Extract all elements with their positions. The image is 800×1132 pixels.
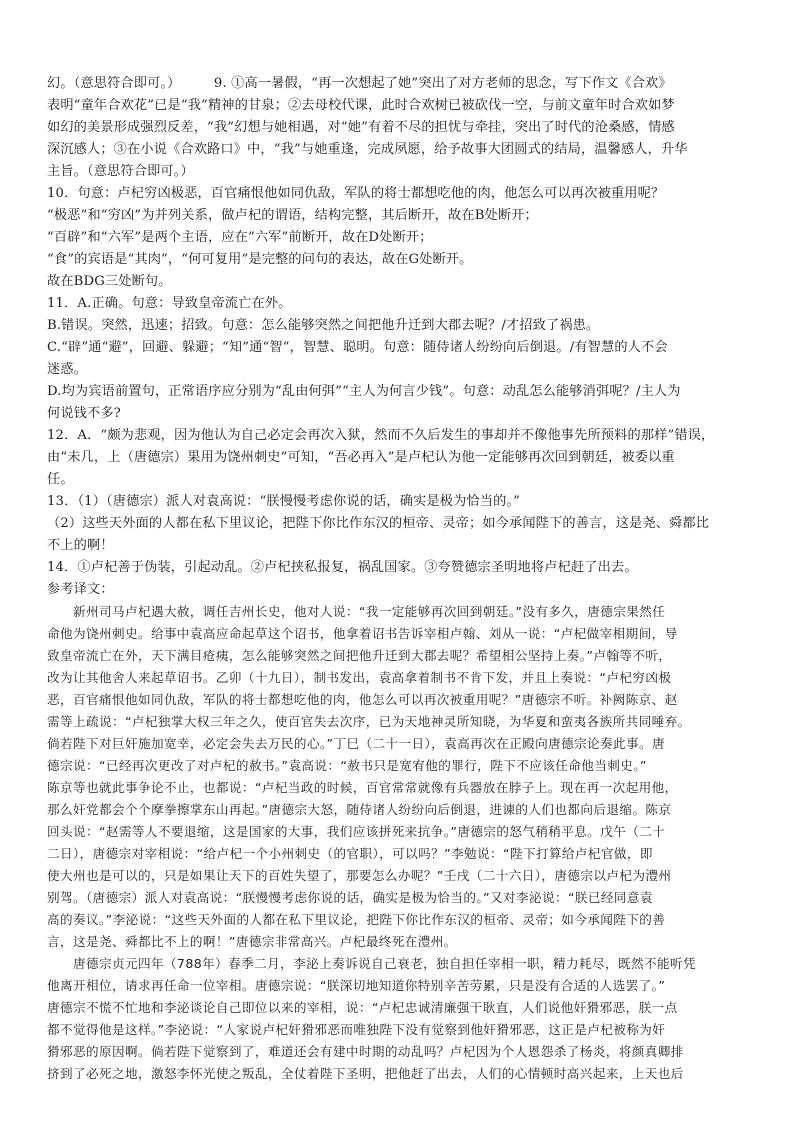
translation-line: 那么奸党都会个个摩拳擦掌东山再起。”唐德宗大怒，随侍诸人纷纷向后倒退，进谏的人们也都向后退缩。陈京 — [47, 802, 672, 817]
translation-heading: 参考译文： — [47, 582, 114, 597]
translation-line: 唐德宗贞元四年（788年）春季二月，李泌上奏诉说自己衰老，独自担任宰相一职，精力耗尽，既然不能听凭 — [47, 956, 696, 971]
translation-line: 陈京等也就此事争论不止，也都说：“卢杞当政的时候，百官常常就像有兵器放在脖子上。现在再一次起用他， — [47, 780, 678, 795]
answer-11-line-5: D.均为宾语前置句，正常语序应分别为“乱由何弭”“主人为何言少钱”。句意：动乱怎么能够消弭呢？/主人为 — [47, 384, 681, 399]
answer-13-line-3: 不上的啊！ — [47, 538, 114, 553]
answer-12-line-1: 12．A．“颇为悲观，因为他认为自己必定会再次入狱，然而不久后发生的事却并不像他事先所预料的那样”错误， — [47, 428, 715, 443]
translation-line: 致皇帝流亡在外，天下满目疮痍，怎么能够突然之间把他升迁到大郡去呢？希望相公坚持上奏。”卢翰等不听， — [47, 648, 672, 663]
translation-line: 别驾。（唐德宗）派人对袁高说：“朕慢慢考虑你说的话，确实是极为恰当的。”又对李泌说：“朕已经同意袁 — [47, 890, 653, 905]
answer-14-line-1: 14．①卢杞善于伪装，引起动乱。②卢杞挟私报复，祸乱国家。③夸赞德宗圣明地将卢杞赶了出去。 — [47, 560, 638, 575]
answer-11-line-4: 迷惑。 — [47, 362, 88, 377]
translation-line: 回头说：“赵需等人不要退缩，这是国家的大事，我们应该拼死来抗争。”唐德宗的怒气稍稍平息。戊午（二十 — [47, 824, 666, 839]
translation-line: 他离开相位，请求再任命一位宰相。唐德宗说：“朕深切地知道你特别辛苦劳累，只是没有合适的人选罢了。” — [47, 978, 666, 993]
answer-11-line-6: 何说钱不多? — [47, 406, 121, 421]
answer-9-line-4: 深沉感人；③在小说《合欢路口》中，“我”与她重逢，完成夙愿，给予故事大团圆式的结局，温馨感人，升华 — [47, 142, 688, 157]
answer-9-line-3: 如幻的美景形成强烈反差，“我”幻想与她相遇，对“她”有着不尽的担忧与牵挂，突出了时代的沧桑感，情感 — [47, 120, 675, 135]
answer-12-line-2: 由“未几，上（唐德宗）果用为饶州刺史”可知，“吾必再入”是卢杞认为他一定能够再次回到朝廷，被委以重 — [47, 450, 675, 465]
translation-line: 挤到了必死之地，激怒李怀光使之叛乱，全仗着陛下圣明，把他赶了出去，人们的心情顿时高兴起来，上天也后 — [47, 1066, 684, 1081]
answer-12-line-3: 任。 — [47, 472, 74, 487]
answer-10-line-5: 故在BDG三处断句。 — [47, 274, 172, 289]
translation-line: 德宗说：“已经再次更改了对卢杞的赦书。”袁高说：“赦书只是宽宥他的罪行，陛下不应该任命他当刺史。” — [47, 758, 647, 773]
answer-10-line-1: 10．句意：卢杞穷凶极恶，百官痛恨他如同仇敌，军队的将士都想吃他的肉，他怎么可以再次被重用呢？ — [47, 186, 665, 201]
translation-line: 高的奏议。”李泌说：“这些天外面的人都在私下里议论，把陛下你比作东汉的桓帝、灵帝；如今承闻陛下的善 — [47, 912, 666, 927]
translation-line: 倘若陛下对巨奸施加宽幸，必定会失去万民的心。”丁巳（二十一日），袁高再次在正殿向唐德宗论奏此事。唐 — [47, 736, 666, 751]
answer-11-line-2: B.错误。突然，迅速；招致。句意：怎么能够突然之间把他升迁到大郡去呢？/才招致了祸患。 — [47, 318, 600, 333]
translation-line: 都不觉得他是这样。”李泌说：“人家说卢杞奸猾邪恶而唯独陛下没有觉察到他奸猾邪恶，这正是卢杞被称为奸 — [47, 1022, 666, 1037]
answer-11-line-1: 11．A.正确。句意：导致皇帝流亡在外。 — [47, 296, 292, 311]
translation-line: 命他为饶州刺史。给事中袁高应命起草这个诏书，他拿着诏书告诉宰相卢翰、刘从一说：“卢杞做宰相期间，导 — [47, 626, 678, 641]
answer-13-line-2: （2）这些天外面的人都在私下里议论，把陛下你比作东汉的桓帝、灵帝；如今承闻陛下的善言，这是尧、舜都比 — [47, 516, 710, 531]
translation-line: 改为让其他舍人来起草诏书。乙卯（十九日），制书发出，袁高拿着制书不肯下发，并且上奏说：“卢杞穷凶极 — [47, 670, 672, 685]
answer-10-line-4: “食”的宾语是“其肉”，“何可复用”是完整的问句的表达，故在G处断开。 — [47, 252, 473, 267]
translation-line: 二日），唐德宗对宰相说：“给卢杞一个小州刺史（的官职），可以吗？”李勉说：“陛下打算给卢杞官做，即 — [47, 846, 653, 861]
translation-line: 唐德宗不慌不忙地和李泌谈论自己即位以来的宰相，说：“卢杞忠诚清廉强干耿直，人们说他奸猾邪恶，朕一点 — [47, 1000, 678, 1015]
answer-9-line-1: 幻。（意思符合即可。） 9. ①高一暑假，“再一次想起了她”突出了对方老师的思念，写下作文《合欢》 — [47, 76, 672, 91]
answer-9-line-2: 表明“童年合欢花”已是“我”精神的甘泉；②去母校代课，此时合欢树已被砍伐一空，与前文童年时合欢如梦 — [47, 98, 675, 113]
translation-line: 猾邪恶的原因啊。倘若陛下觉察到了，难道还会有建中时期的动乱吗？卢杞因为个人恩怨杀了杨炎，将颜真卿排 — [47, 1044, 684, 1059]
answer-9-line-5: 主旨。（意思符合即可。） — [47, 164, 194, 179]
answer-10-line-3: “百辟”和“六军”是两个主语，应在“六军”前断开，故在D处断开； — [47, 230, 433, 245]
translation-line: 言，这是尧、舜都比不上的啊！”唐德宗非常高兴。卢杞最终死在澧州。 — [47, 934, 457, 949]
answer-13-line-1: 13．（1）（唐德宗）派人对袁高说：“朕慢慢考虑你说的话，确实是极为恰当的。” — [47, 494, 521, 509]
translation-line: 恶，百官痛恨他如同仇敌，军队的将士都想吃他的肉，他怎么可以再次被重用呢？”唐德宗不听。补阙陈京、赵 — [47, 692, 678, 707]
answer-10-line-2: “极恶”和“穷凶”为并列关系，做卢杞的谓语，结构完整，其后断开，故在B处断开； — [47, 208, 538, 223]
translation-line: 使大州也是可以的，只是如果让天下的百姓失望了，那要怎么办呢？”壬戌（二十六日），唐德宗以卢杞为澧州 — [47, 868, 672, 883]
answer-11-line-3: C.“辟”通“避”，回避、躲避；“知”通“智”，智慧、聪明。句意：随侍诸人纷纷向后倒退。/有智慧的人不会 — [47, 340, 668, 355]
translation-line: 新州司马卢杞遇大赦，调任吉州长史，他对人说：“我一定能够再次回到朝廷。”没有多久，唐德宗果然任 — [47, 604, 666, 619]
translation-line: 需等上疏说：“卢杞独掌大权三年之久，使百官失去次序，已为天地神灵所知晓，为华夏和蛮夷各族所共同唾弃。 — [47, 714, 691, 729]
